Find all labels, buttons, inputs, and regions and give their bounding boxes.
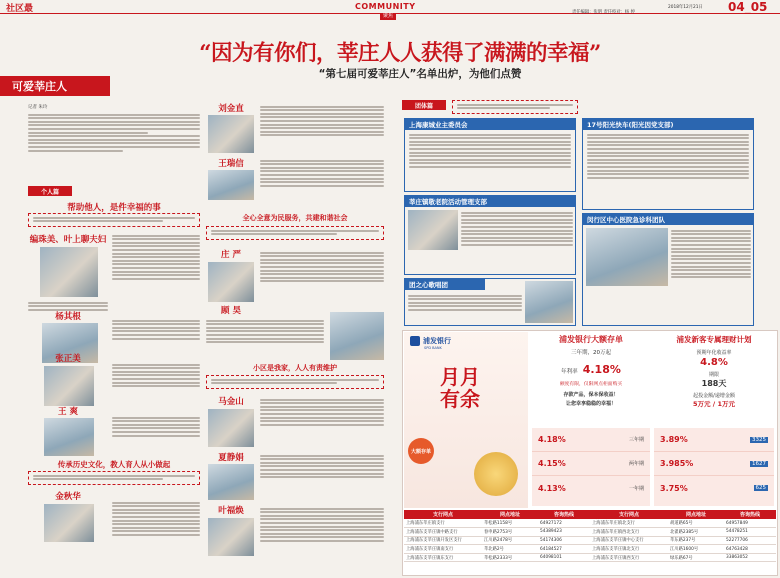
cell: 54389423 [538,528,590,537]
bank-logo [410,336,451,346]
cell: 上海浦东莘庄镇支行 [404,519,482,528]
page-number: 04_05 [728,0,768,14]
cell: 莘松路2333号 [482,553,538,562]
tier-rate: 4.15% [538,459,566,468]
col-header: 咨询热线 [538,510,590,519]
headline: “因为有你们，莘庄人人获得了满满的幸福” [199,41,601,66]
person-photo-4 [44,418,94,456]
tier-rate: 4.18% [538,435,566,444]
plan-row [654,452,774,476]
table-row [404,536,776,545]
tier-term: 两年期 [628,461,644,467]
cell: 北翟路2385号 [668,528,724,537]
subheadline: “第七届可爱莘庄人”名单出炉，为他们点赞 [318,68,522,80]
person-title-2: 杨其根 [55,312,81,322]
plan-rate: 3.89% [660,435,688,444]
section-tag: 聚焦 [380,13,396,20]
cell: 64927172 [538,519,590,528]
mid-quote-box-2 [206,375,384,389]
cell: 上海浦东支莘庄镇北支行 [590,545,668,554]
promo1-title: 浦发银行大额存单 [559,335,623,344]
col-header: 网点地址 [482,510,538,519]
mid-text-2 [260,158,384,206]
mid-text-6 [260,453,384,499]
cell: 64957849 [724,519,776,528]
promo2-term-label: 期限 [708,372,719,378]
promo2-title: 浦发新客专属理财计划 [676,335,752,344]
plan-list [654,428,774,506]
mid-text-5 [260,397,384,449]
person-title-1: 编珠美、叶上聊夫妇 [29,235,107,245]
group-label: 团体篇 [402,100,446,110]
cell: 江川路1600号 [668,545,724,554]
promo1-note: 额度有限，仅限网点柜面购买 [559,382,623,387]
cell: 33863052 [724,553,776,562]
mid-photo-3 [208,262,254,302]
mid-name-3: 庄 严 [221,249,241,260]
cell: 54478251 [724,528,776,537]
table-row [404,528,776,537]
promo2-rate: 4.8% [700,357,728,368]
box-hospital [582,213,754,326]
box-choir-title: 团之心歌唱团 [405,279,485,290]
person-text-5 [112,500,200,570]
cell: 上海浦东莘庄镇西北支行 [590,528,668,537]
person-text-2 [112,318,200,358]
promo2-term: 188天 [701,379,727,388]
quote-title-2: 传承历史文化，教人育人从小做起 [57,459,171,469]
mid-name-5: 马金山 [218,396,244,407]
ad-visual [404,332,528,508]
plan-rate: 3.75% [660,483,688,493]
person-photo-5 [44,504,94,542]
table-row [404,519,776,528]
person-photo-1 [40,247,98,297]
col-header: 支行网点 [590,510,668,519]
plan-row [654,428,774,452]
mid-text-3 [260,250,384,304]
box-homeowners-title: 上海康城业主委员会 [405,119,575,130]
promo-finance [654,332,774,424]
intro-text [28,112,200,174]
promo2-sub: 预期年化收益率 [696,350,732,356]
mid-text-7 [260,506,384,568]
person-title-5: 金秋华 [55,492,81,502]
tier-term: 一年期 [628,485,644,492]
cell: 莘松路1158号 [482,519,538,528]
community-label: COMMUNITY [355,2,416,11]
mid-photo-2 [208,170,254,200]
mid-quote-box-1 [206,226,384,240]
cell: 江川路2478号 [482,536,538,545]
mid-name-1: 刘金直 [218,103,244,114]
ad-special-badge: 大额存单 [408,438,434,464]
plan-days: 1627 [752,460,766,467]
box-homeowners [404,118,576,192]
cell: 上海浦东支莘庄镇南支行 [404,545,482,554]
col-header: 咨询热线 [724,510,776,519]
cell: 上海浦东支莘庄镇中心支行 [590,536,668,545]
cell: 54174306 [538,536,590,545]
mid-name-2: 王瑞信 [218,158,244,169]
person-photo-3 [44,366,94,406]
cell: 64763428 [724,545,776,554]
cell: 52277706 [724,536,776,545]
mid-name-7: 叶福焕 [218,505,244,516]
reporter: 记者 朱玲 [28,105,48,110]
box-choir [404,278,576,326]
promo2-min-val: 5万元 / 1万元 [693,400,735,408]
cell: 胡道路65号 [668,519,724,528]
box-sunshine [582,118,754,210]
col-header: 网点地址 [668,510,724,519]
box-elderly-home [404,195,576,275]
col-header: 支行网点 [404,510,482,519]
table-row [404,545,776,554]
banner-title: 可爱莘庄人 [12,80,67,93]
plan-days: 625 [755,485,766,491]
box-hospital-title: 闵行区中心医院急诊科团队 [583,214,753,225]
logo-text: 社区最 [6,3,34,14]
mid-photo-1 [208,115,254,153]
bank-logo-icon [410,336,420,346]
cell: 莘北路2号 [482,545,538,554]
promo1-rate: 4.18% [582,363,621,376]
cell: 64184527 [538,545,590,554]
cell: 上海浦东支莘庄镇中路支行 [404,528,482,537]
cell: 上海浦东支莘庄镇西支行 [590,553,668,562]
promo1-note2: 存款产品，保本保收益！ [563,392,619,398]
tier-rate: 4.13% [538,483,566,493]
cell: 64098101 [538,553,590,562]
mid-quote-2: 小区是我家，人人有责维护 [253,363,337,372]
promo1-term: 三年期，20万起 [571,350,611,356]
plan-days: 3325 [752,436,766,443]
mid-text-1 [260,104,384,156]
mid-photo-5 [208,409,254,447]
plan-row [654,476,774,500]
quote-box [28,213,200,227]
promo-deposit [532,332,650,424]
coin-decoration [474,452,518,496]
mid-quote-1: 全心全意为民服务，共建和谐社会 [242,213,348,222]
person-text-4 [112,415,200,455]
cell: 上海浦东莘庄镇北支行 [590,519,668,528]
plan-rate: 3.985% [660,459,694,468]
individual-label: 个人篇 [28,186,72,196]
mid-photo-7 [208,518,254,556]
group-quote: 帮助他人，是件幸福的事 [67,203,161,213]
tier-row [532,476,650,500]
cell: 上海浦东支莘庄镇东支行 [404,553,482,562]
masthead-logo [6,1,40,13]
cell: 春申路2753号 [482,528,538,537]
masthead-editors: 责任编辑：张明 责任校对：杨 婷 [572,10,635,15]
mid-photo-4 [330,312,384,360]
group-quote-box [452,100,578,114]
left-banner [0,76,110,96]
cell: 上海浦东支莘庄镇开发区支行 [404,536,482,545]
tier-row [532,452,650,476]
quote-box-2 [28,471,200,485]
promo1-note3: 让您幸享稳稳的幸福！ [565,401,616,407]
brush-text: 月月有余 [440,365,480,411]
promo2-min: 起投金额/递增金额 [693,393,735,399]
promo1-rate-label: 年利率 [561,369,578,375]
tier-term: 三年期 [628,437,644,443]
table-header [404,510,776,519]
person-text-1b [112,233,200,313]
table-row [404,553,776,562]
rate-tiers [532,428,650,506]
masthead-date: 2018年12月21日 [668,5,703,10]
person-title-3: 张正美 [55,354,81,364]
person-title-4: 王 爽 [58,407,78,417]
branch-table [404,510,776,562]
bank-name: 浦发银行 [423,337,451,345]
person-text-3 [112,362,200,406]
mid-text-4 [206,318,324,360]
cell: 绿乐路67号 [668,553,724,562]
box-elderly-home-title: 莘庄镇敬老院活动管理支部 [405,196,575,207]
mid-photo-6 [208,464,254,500]
box-sunshine-title: 17号阳光快车(阳光因党支部) [583,119,753,130]
cell: 莘东路237号 [668,536,724,545]
mid-name-6: 夏静娟 [218,452,244,463]
tier-row [532,428,650,452]
mid-name-4: 顾 昊 [221,305,241,316]
bank-en: SPD BANK [424,346,442,350]
